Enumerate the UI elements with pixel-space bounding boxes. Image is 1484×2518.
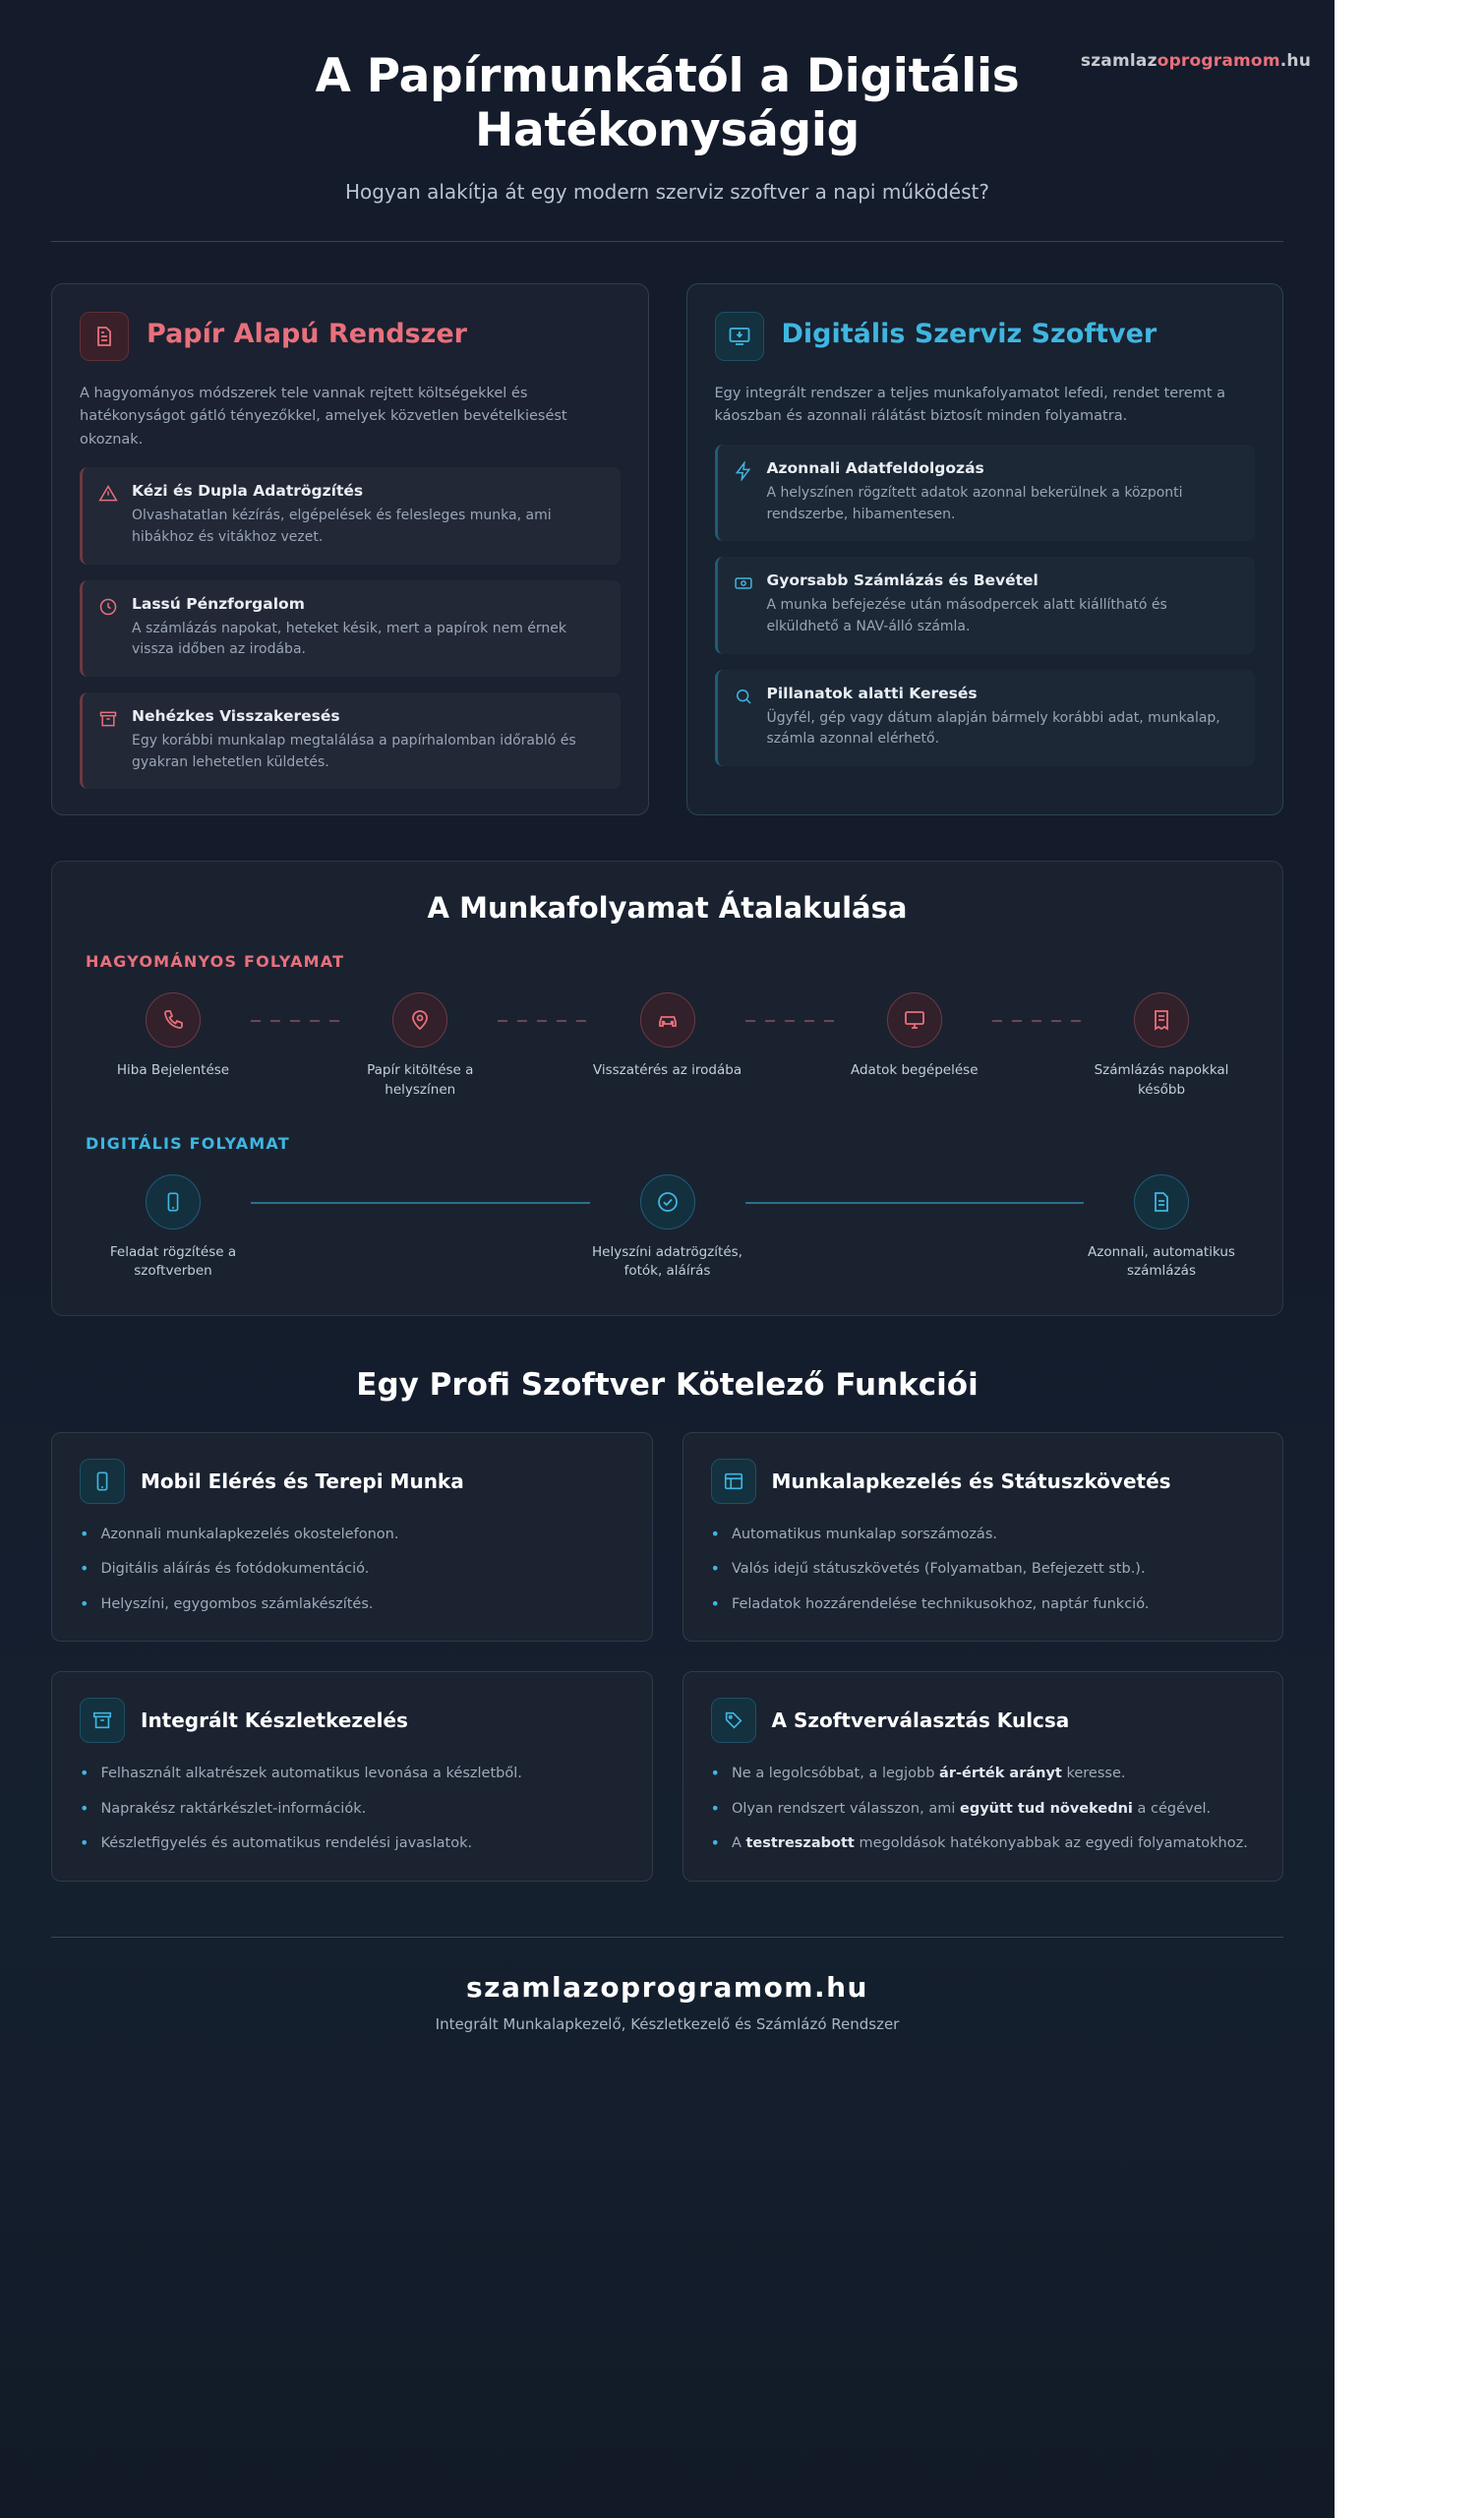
feature-card-inventory xyxy=(51,1671,653,1881)
digital-item xyxy=(715,445,1256,541)
bullet-dot-icon: • xyxy=(80,1798,89,1818)
feature-bullet-text: Automatikus munkalap sorszámozás. xyxy=(731,1526,997,1542)
feature-card-header xyxy=(711,1459,1256,1504)
paper-item-text: A számlázás napokat, heteket késik, mert a papírok nem érnek vissza időben az irodába. xyxy=(132,620,567,658)
bullet-dot-icon: • xyxy=(80,1524,89,1543)
paper-card-title: Papír Alapú Rendszer xyxy=(147,318,467,349)
digital-system-card xyxy=(686,283,1284,816)
traditional-flow-label: HAGYOMÁNYOS FOLYAMAT xyxy=(86,952,345,972)
bullet-dot-icon: • xyxy=(80,1764,89,1783)
flow-step-label: Visszatérés az irodába xyxy=(592,1062,742,1079)
page-title: A Papírmunkától a Digitális Hatékonyságig xyxy=(315,49,1020,158)
flow-step-label: Számlázás napokkal később xyxy=(1094,1062,1229,1099)
flow-step-label: Adatok begépelése xyxy=(850,1062,979,1079)
feature-bullet-text: Helyszíni, egygombos számlakészítés. xyxy=(100,1595,374,1612)
warning-icon xyxy=(98,482,118,548)
car-icon xyxy=(640,992,695,1048)
feature-bullet-text: Digitális aláírás és fotódokumentáció. xyxy=(100,1561,370,1578)
page-subtitle: Hogyan alakítja át egy modern szerviz szoftver a napi működést? xyxy=(345,179,989,204)
paper-card-description: A hagyományos módszerek tele vannak rejtett költségekkel és hatékonyságot gátló tényezőkkel, amelyek közvetlen bevételkiesést okoznak. xyxy=(80,385,567,448)
bullet-prefix: Olyan rendszert válasszon, ami xyxy=(731,1800,960,1817)
desktop-icon xyxy=(887,992,942,1048)
feature-card-selection-key xyxy=(683,1671,1284,1881)
bullet-dot-icon: • xyxy=(80,1559,89,1579)
bullet-suffix: megoldások hatékonyabbak az egyedi folyamatokhoz. xyxy=(854,1835,1248,1852)
digital-item-text: A helyszínen rögzített adatok azonnal bekerülnek a központi rendszerbe, hibamentesen. xyxy=(766,484,1183,522)
flow-connector xyxy=(251,1020,342,1022)
paper-card-header xyxy=(80,312,621,361)
feature-bullet-text: Készletfigyelés és automatikus rendelési javaslatok. xyxy=(100,1835,473,1852)
archive-icon xyxy=(98,707,118,773)
watermark-part-2: oprogramom xyxy=(1157,51,1280,71)
paper-system-card xyxy=(51,283,649,816)
monitor-download-icon xyxy=(715,312,764,361)
flow-step xyxy=(590,992,745,1081)
digital-card-description: Egy integrált rendszer a teljes munkafolyamatot lefedi, rendet teremt a káoszban és azonnali rálátást biztosít minden folyamatra. xyxy=(714,385,1226,425)
clock-icon xyxy=(98,595,118,661)
flow-step-label: Helyszíni adatrögzítés, fotók, aláírás xyxy=(592,1243,742,1280)
feature-bullet xyxy=(711,1763,1256,1784)
footer xyxy=(0,1938,1335,2078)
feature-card-header xyxy=(80,1698,624,1743)
feature-bullet xyxy=(80,1524,624,1545)
footer-brand: szamlazoprogramom.hu xyxy=(466,1970,868,2004)
bullet-bold: ár-érték arányt xyxy=(939,1766,1062,1782)
digital-item xyxy=(715,557,1256,653)
paper-item xyxy=(80,580,621,677)
invoice-icon xyxy=(1134,992,1189,1048)
feature-bullet xyxy=(80,1593,624,1615)
bullet-prefix: Ne a legolcsóbbat, a legjobb xyxy=(731,1766,940,1782)
watermark-part-3: .hu xyxy=(1279,51,1311,71)
bullet-dot-icon: • xyxy=(80,1593,89,1613)
feature-card-title: A Szoftverválasztás Kulcsa xyxy=(771,1709,1070,1733)
money-icon xyxy=(734,571,753,637)
feature-card-title: Munkalapkezelés és Státuszkövetés xyxy=(771,1469,1171,1493)
paper-item xyxy=(80,467,621,564)
features-grid xyxy=(0,1432,1335,1882)
bolt-icon xyxy=(734,459,753,525)
watermark-part-1: szamlaz xyxy=(1080,51,1158,71)
worksheet-icon xyxy=(711,1459,756,1504)
bullet-bold: együtt tud növekedni xyxy=(959,1800,1133,1817)
bullet-dot-icon: • xyxy=(80,1833,89,1853)
bullet-suffix: a cégével. xyxy=(1132,1800,1212,1817)
watermark xyxy=(1081,51,1311,71)
bullet-bold: testreszabott xyxy=(745,1835,855,1852)
paper-item xyxy=(80,692,621,789)
digital-item-title: Pillanatok alatti Keresés xyxy=(766,684,978,702)
feature-bullet xyxy=(711,1798,1256,1820)
digital-flow xyxy=(86,1174,1249,1282)
feature-bullet xyxy=(711,1558,1256,1580)
bullet-dot-icon: • xyxy=(710,1833,720,1853)
features-title: Egy Profi Szoftver Kötelező Funkciói xyxy=(356,1366,979,1403)
bullet-prefix: A xyxy=(731,1835,746,1852)
comparison-section xyxy=(0,242,1335,816)
digital-item xyxy=(715,670,1256,766)
feature-bullet xyxy=(80,1798,624,1820)
workflow-title: A Munkafolyamat Átalakulása xyxy=(427,891,908,926)
flow-step-label: Feladat rögzítése a szoftverben xyxy=(109,1243,237,1280)
bullet-dot-icon: • xyxy=(710,1593,720,1613)
digital-item-text: Ügyfél, gép vagy dátum alapján bármely korábbi adat, munkalap, számla azonnal elérhető. xyxy=(766,709,1220,748)
search-icon xyxy=(734,685,753,750)
flow-step-label: Hiba Bejelentése xyxy=(116,1062,230,1079)
feature-card-title: Mobil Elérés és Terepi Munka xyxy=(141,1469,464,1493)
flow-connector xyxy=(745,1202,1085,1204)
flow-connector xyxy=(992,1020,1084,1022)
feature-bullet-text: Felhasznált alkatrészek automatikus levonása a készletből. xyxy=(100,1766,522,1782)
feature-bullet-text xyxy=(732,1763,1126,1784)
digital-item-title: Gyorsabb Számlázás és Bevétel xyxy=(766,571,1039,590)
traditional-flow xyxy=(86,992,1249,1100)
feature-bullet xyxy=(711,1832,1256,1854)
feature-card-title: Integrált Készletkezelés xyxy=(141,1709,408,1733)
flow-step xyxy=(837,992,992,1081)
inventory-icon xyxy=(80,1698,125,1743)
bullet-suffix: keresse. xyxy=(1061,1766,1126,1782)
phone-icon xyxy=(146,992,201,1048)
flow-step xyxy=(1084,1174,1239,1282)
feature-card-mobile xyxy=(51,1432,653,1642)
flow-step xyxy=(342,992,498,1100)
map-pin-icon xyxy=(392,992,447,1048)
feature-bullet xyxy=(80,1763,624,1784)
document-red-icon xyxy=(80,312,129,361)
digital-flow-label: DIGITÁLIS FOLYAMAT xyxy=(86,1133,290,1153)
header xyxy=(0,0,1335,204)
tag-icon xyxy=(711,1698,756,1743)
paper-item-text: Olvashatatlan kézírás, elgépelések és felesleges munka, ami hibákhoz és vitákhoz vezet. xyxy=(132,508,552,546)
bullet-dot-icon: • xyxy=(710,1559,720,1579)
bullet-dot-icon: • xyxy=(710,1764,720,1783)
feature-bullet xyxy=(711,1593,1256,1615)
workflow-section xyxy=(51,861,1283,1315)
feature-card-header xyxy=(80,1459,624,1504)
mobile-icon xyxy=(80,1459,125,1504)
paper-item-title: Kézi és Dupla Adatrögzítés xyxy=(132,482,364,501)
paper-item-title: Lassú Pénzforgalom xyxy=(132,594,305,613)
paper-item-title: Nehézkes Visszakeresés xyxy=(132,707,340,726)
flow-step xyxy=(1084,992,1239,1100)
footer-tagline: Integrált Munkalapkezelő, Készletkezelő és Számlázó Rendszer xyxy=(435,2014,900,2033)
feature-bullet-text: Valós idejű státuszkövetés (Folyamatban, Befejezett stb.). xyxy=(731,1561,1146,1578)
feature-bullet xyxy=(711,1524,1256,1545)
digital-item-title: Azonnali Adatfeldolgozás xyxy=(766,458,984,477)
feature-bullet-text: Naprakész raktárkészlet-információk. xyxy=(100,1800,367,1817)
feature-bullet-text xyxy=(732,1832,1248,1854)
paper-item-text: Egy korábbi munkalap megtalálása a papírhalomban időrabló és gyakran lehetetlen küldetés. xyxy=(132,733,576,770)
feature-bullet-text: Feladatok hozzárendelése technikusokhoz, naptár funkció. xyxy=(731,1595,1150,1612)
bullet-dot-icon: • xyxy=(710,1524,720,1543)
flow-step-label: Azonnali, automatikus számlázás xyxy=(1088,1243,1235,1280)
mobile-icon xyxy=(146,1174,201,1229)
feature-card-header xyxy=(711,1698,1256,1743)
flow-connector xyxy=(251,1202,590,1204)
flow-connector xyxy=(745,1020,837,1022)
feature-bullet-text: Azonnali munkalapkezelés okostelefonon. xyxy=(100,1526,399,1542)
feature-bullet xyxy=(80,1558,624,1580)
flow-step xyxy=(590,1174,745,1282)
feature-bullet xyxy=(80,1832,624,1854)
digital-card-header xyxy=(715,312,1256,361)
flow-step-label: Papír kitöltése a helyszínen xyxy=(367,1062,474,1099)
flow-step xyxy=(95,1174,251,1282)
flow-step xyxy=(95,992,251,1081)
flow-connector xyxy=(498,1020,589,1022)
digital-item-text: A munka befejezése után másodpercek alatt kiállítható és elküldhető a NAV-álló számla. xyxy=(766,597,1167,634)
file-invoice-icon xyxy=(1134,1174,1189,1229)
digital-card-title: Digitális Szerviz Szoftver xyxy=(781,318,1158,349)
feature-card-worksheet xyxy=(683,1432,1284,1642)
feature-bullet-text xyxy=(732,1798,1211,1820)
bullet-dot-icon: • xyxy=(710,1798,720,1818)
check-circle-icon xyxy=(640,1174,695,1229)
